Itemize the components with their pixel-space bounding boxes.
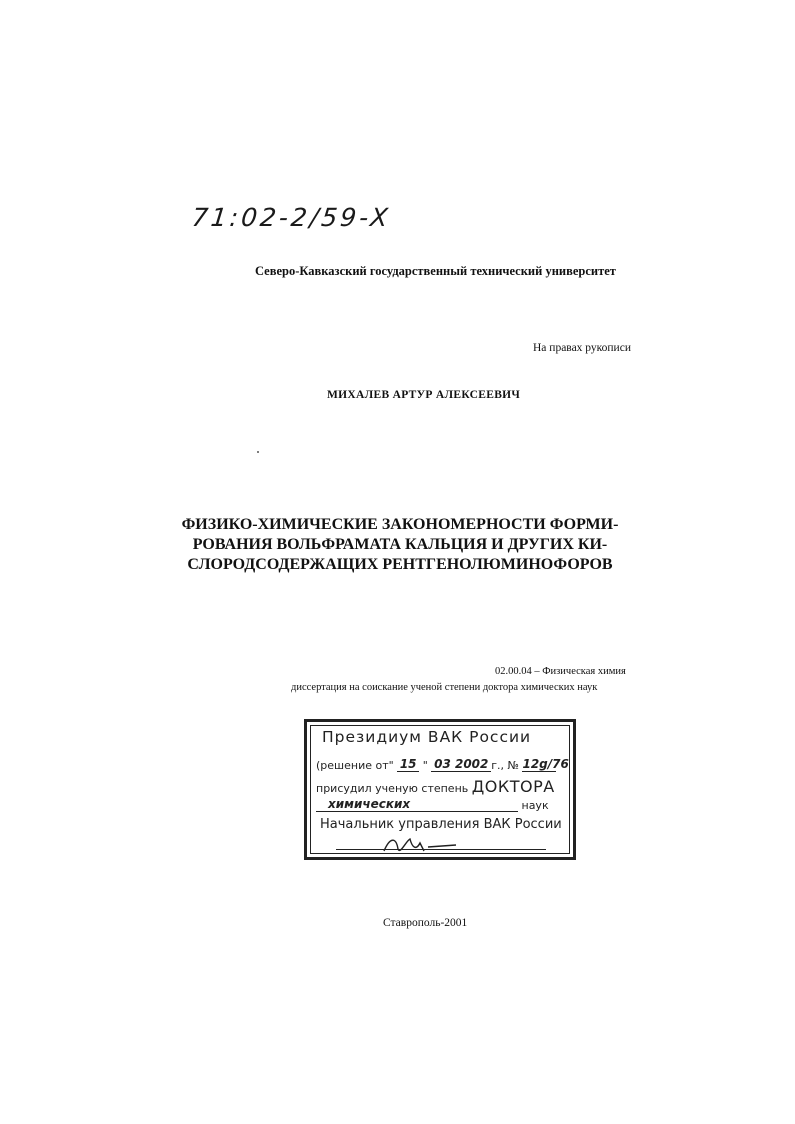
science-suffix: наук (521, 799, 549, 812)
title-line: СЛОРОДСОДЕРЖАЩИХ РЕНТГЕНОЛЮМИНОФОРОВ (187, 556, 613, 573)
author-name: МИХАЛЕВ АРТУР АЛЕКСЕЕВИЧ (327, 389, 521, 401)
decision-number: 12g/76 (522, 757, 569, 771)
stamp-title: Президиум ВАК России (322, 728, 532, 746)
specialty-code: 02.00.04 – Физическая химия (495, 666, 626, 677)
awarded-prefix: присудил ученую степень (316, 782, 469, 795)
manuscript-note: На правах рукописи (533, 342, 631, 354)
title-line: ФИЗИКО-ХИМИЧЕСКИЕ ЗАКОНОМЕРНОСТИ ФОРМИ- (181, 516, 619, 533)
degree-description: диссертация на соискание ученой степени доктора химических наук (291, 682, 598, 693)
speck (257, 451, 259, 453)
signature-mark (380, 833, 460, 857)
awarded-degree: ДОКТОРА (471, 777, 555, 796)
title-line: РОВАНИЯ ВОЛЬФРАМАТА КАЛЬЦИЯ И ДРУГИХ КИ- (192, 536, 608, 553)
decision-quote: " (422, 759, 428, 772)
decision-month-year: 03 2002 (431, 757, 491, 772)
signature-line (336, 849, 546, 850)
archive-code-handwritten: 71:02-2/59-X (190, 203, 392, 232)
vak-stamp (304, 719, 576, 860)
university-name: Северо-Кавказский государственный технический университет (255, 264, 616, 278)
stamp-science-line (316, 797, 549, 812)
stamp-head-title: Начальник управления ВАК России (320, 817, 562, 832)
city-year: Ставрополь-2001 (383, 917, 468, 929)
decision-prefix: (решение от" (316, 759, 394, 772)
stamp-decision-line (316, 757, 569, 772)
stamp-awarded-line (316, 777, 555, 796)
decision-day: 15 (397, 757, 419, 772)
dissertation-title (180, 515, 620, 575)
decision-year-suffix: г., № (491, 759, 519, 772)
science-handwritten: химических (316, 797, 518, 812)
